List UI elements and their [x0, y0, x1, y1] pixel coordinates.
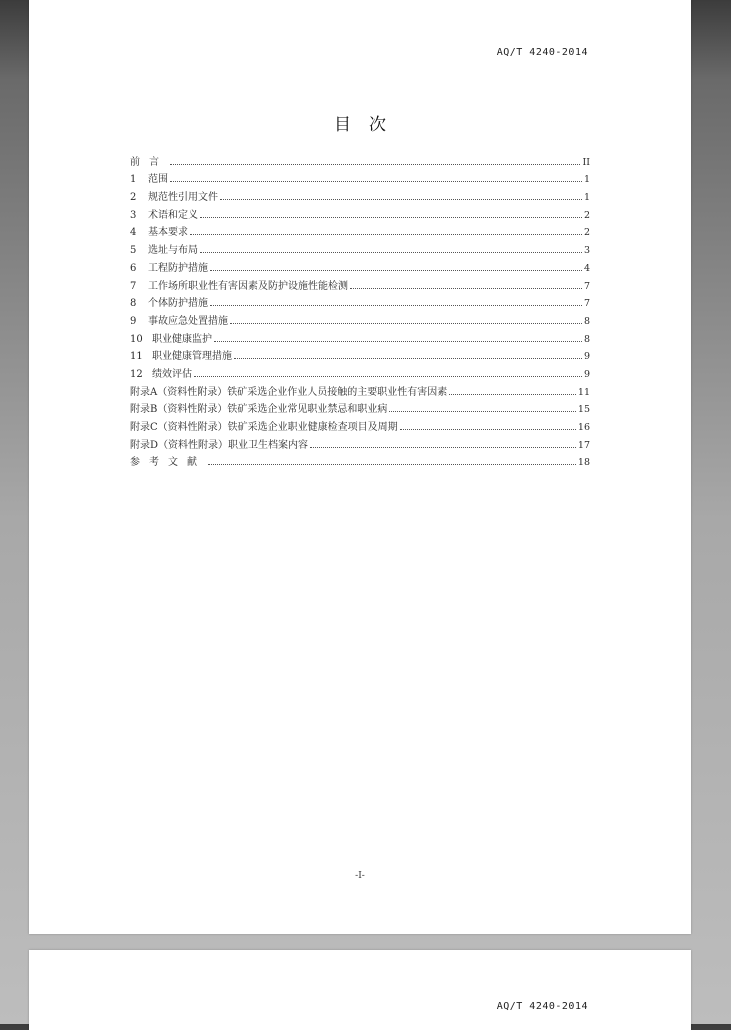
toc-entry[interactable] — [130, 168, 590, 186]
standard-code-header: AQ/T 4240-2014 — [496, 1001, 588, 1012]
toc-entry-number: 10 — [130, 333, 143, 345]
toc-dot-leader — [200, 252, 582, 253]
toc-entry[interactable] — [130, 327, 590, 345]
toc-dot-leader — [234, 358, 582, 359]
toc-dot-leader — [310, 447, 576, 448]
toc-entry[interactable] — [130, 203, 590, 221]
toc-entry-number: 3 — [130, 209, 137, 221]
toc-entry-page: 11 — [577, 386, 590, 398]
toc-entry-label: 附录B（资料性附录）铁矿采选企业常见职业禁忌和职业病 — [130, 404, 388, 416]
document-page-1 — [29, 0, 691, 934]
toc-entry-label: 术语和定义 — [148, 209, 198, 221]
toc-dot-leader — [214, 341, 582, 342]
toc-entry-label: 规范性引用文件 — [148, 192, 218, 204]
table-of-contents — [130, 150, 590, 468]
toc-title: 目次 — [334, 115, 404, 135]
toc-entry-page: 2 — [583, 227, 590, 239]
toc-entry-page: 1 — [583, 174, 590, 186]
toc-entry-page: 3 — [583, 245, 590, 257]
toc-entry-label: 工作场所职业性有害因素及防护设施性能检测 — [148, 280, 348, 292]
toc-entry[interactable] — [130, 362, 590, 380]
toc-dot-leader — [170, 164, 580, 165]
toc-entry-label: 个体防护措施 — [148, 298, 208, 310]
toc-entry-label: 基本要求 — [148, 227, 188, 239]
toc-entry-label: 职业健康监护 — [152, 333, 212, 345]
toc-entry[interactable] — [130, 150, 590, 168]
toc-entry-number: 7 — [130, 280, 137, 292]
toc-dot-leader — [190, 234, 582, 235]
toc-entry[interactable] — [130, 433, 590, 451]
toc-entry-page: 7 — [583, 298, 590, 310]
page-number-footer: -I- — [355, 871, 365, 881]
toc-entry-page: 15 — [577, 404, 590, 416]
toc-entry-number: 2 — [130, 192, 137, 204]
toc-entry[interactable] — [130, 398, 590, 416]
toc-entry-number: 6 — [130, 262, 137, 274]
toc-entry[interactable] — [130, 345, 590, 363]
toc-entry-label: 绩效评估 — [152, 368, 192, 380]
toc-entry-page: 9 — [583, 351, 590, 363]
toc-entry-page: 8 — [583, 315, 590, 327]
toc-dot-leader — [389, 411, 576, 412]
toc-entry-page: II — [582, 156, 590, 168]
toc-entry-page: 2 — [583, 209, 590, 221]
toc-dot-leader — [449, 394, 576, 395]
toc-entry[interactable] — [130, 256, 590, 274]
toc-dot-leader — [220, 199, 582, 200]
toc-entry[interactable] — [130, 380, 590, 398]
toc-dot-leader — [208, 464, 576, 465]
document-page-2 — [29, 950, 691, 1030]
toc-entry[interactable] — [130, 292, 590, 310]
toc-dot-leader — [400, 429, 576, 430]
toc-entry-label: 职业健康管理措施 — [152, 351, 232, 363]
toc-entry[interactable] — [130, 451, 590, 469]
toc-entry-page: 16 — [577, 422, 590, 433]
toc-entry-number: 11 — [130, 351, 143, 363]
toc-entry[interactable] — [130, 221, 590, 239]
toc-entry-label: 前言 — [130, 156, 168, 168]
toc-dot-leader — [170, 181, 582, 182]
toc-entry[interactable] — [130, 274, 590, 292]
toc-entry-label: 附录D（资料性附录）职业卫生档案内容 — [130, 439, 309, 451]
toc-entry-label: 参考文献 — [130, 457, 206, 469]
toc-entry-label: 附录C（资料性附录）铁矿采选企业职业健康检查项目及周期 — [130, 422, 398, 433]
toc-entry-number: 1 — [130, 174, 137, 186]
toc-entry-page: 1 — [583, 192, 590, 204]
toc-entry-number: 5 — [130, 245, 137, 257]
toc-entry[interactable] — [130, 185, 590, 203]
toc-entry-label: 附录A（资料性附录）铁矿采选企业作业人员接触的主要职业性有害因素 — [130, 386, 448, 398]
toc-entry-page: 18 — [577, 457, 590, 469]
standard-code-header: AQ/T 4240-2014 — [496, 47, 588, 58]
toc-entry-label: 工程防护措施 — [148, 262, 208, 274]
toc-dot-leader — [210, 305, 582, 306]
toc-dot-leader — [230, 323, 582, 324]
toc-entry-page: 17 — [577, 439, 590, 451]
toc-entry-number: 9 — [130, 315, 137, 327]
toc-entry-page: 8 — [583, 333, 590, 345]
toc-entry-page: 9 — [583, 368, 590, 380]
toc-entry-label: 选址与布局 — [148, 245, 198, 257]
toc-entry[interactable] — [130, 415, 590, 433]
toc-dot-leader — [194, 376, 582, 377]
toc-dot-leader — [200, 217, 582, 218]
toc-entry-number: 4 — [130, 227, 137, 239]
toc-dot-leader — [350, 288, 582, 289]
toc-entry[interactable] — [130, 238, 590, 256]
toc-entry[interactable] — [130, 309, 590, 327]
toc-entry-page: 7 — [583, 280, 590, 292]
toc-entry-page: 4 — [583, 262, 590, 274]
toc-entry-label: 事故应急处置措施 — [148, 315, 228, 327]
toc-dot-leader — [210, 270, 582, 271]
toc-entry-number: 12 — [130, 368, 143, 380]
toc-entry-number: 8 — [130, 298, 137, 310]
toc-entry-label: 范围 — [148, 174, 168, 186]
